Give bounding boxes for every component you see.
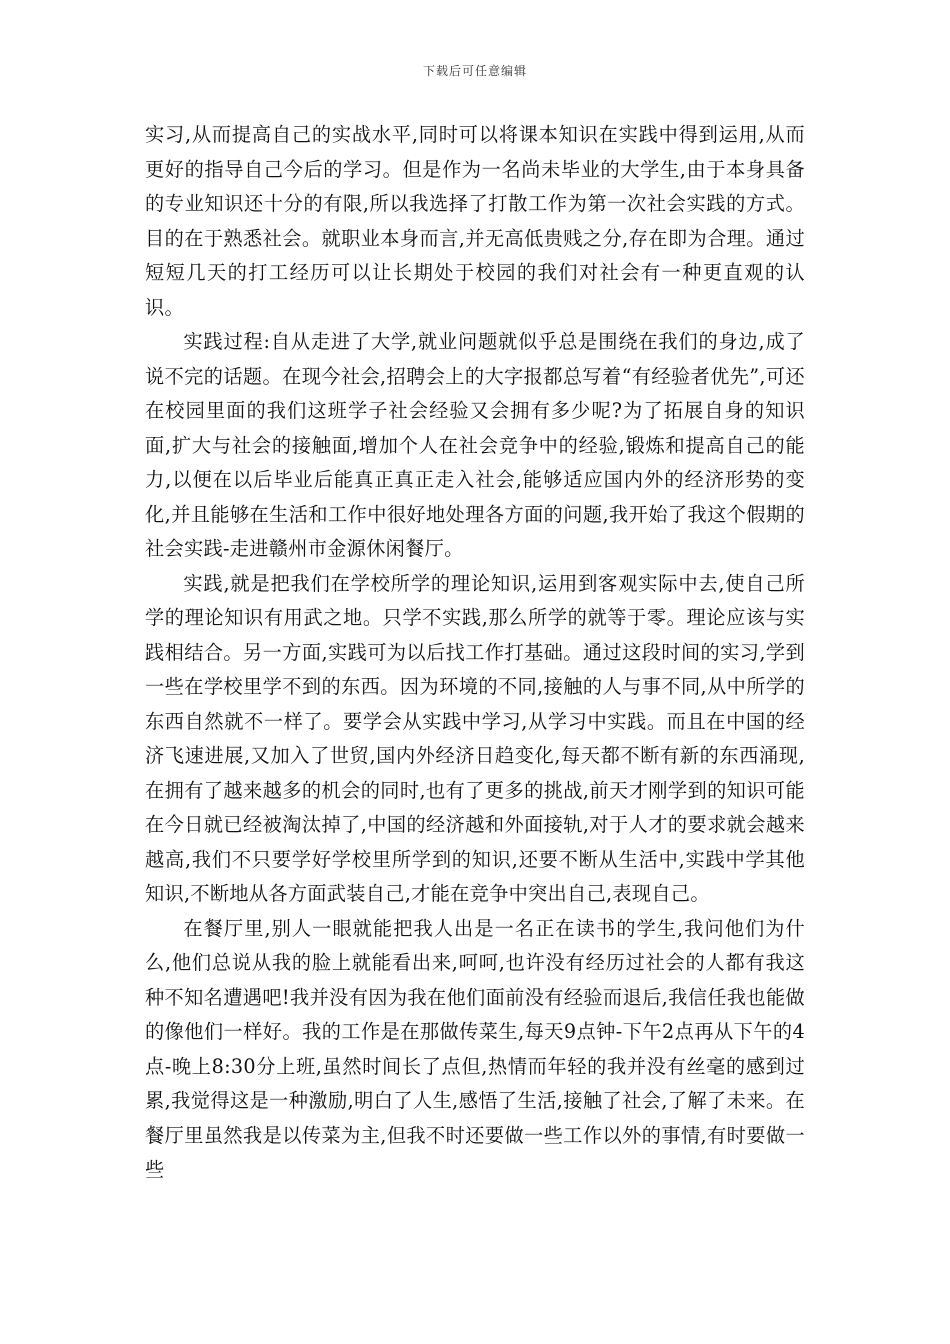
page-header: 下载后可任意编辑 — [422, 64, 527, 78]
paragraph-3: 实践,就是把我们在学校所学的理论知识,运用到客观实际中去,使自己所学的理论知识有用武之地。只学不实践,那么所学的就等于零。理论应该与实践相结合。另一方面,实践可为以后找工作打基础。通过这段时间的实习,学到一些在学校里学不到的东西。因为环境的不同,接触的人与事不同,从中所学的东西自然就不一样了。要学会从实践中学习,从学习中实践。而且在中国的经济飞速进展,又加入了世贸,国内外经济日趋变化,每天都不断有新的东西涌现,在拥有了越来越多的机会的同时,也有了更多的挑战,前天才刚学到的知识可能在今日就已经被淘汰掉了,中国的经济越和外面接轨,对于人才的要求就会越来越高,我们不只要学好学校里所学到的知识,还要不断从生活中,实践中学其他知识,不断地从各方面武装自己,才能在竞争中突出自己,表现自己。 — [145, 571, 805, 905]
paragraph-4: 在餐厅里,别人一眼就能把我人出是一名正在读书的学生,我问他们为什么,他们总说从我的脸上就能看出来,呵呵,也许没有经历过社会的人都有我这种不知名遭遇吧!我并没有因为我在他们面前没有经验而退后,我信任我也能做的像他们一样好。我的工作是在那做传菜生,每天9点钟-下午2点再从下午的4点-晚上8:30分上班,虽然时间长了点但,热情而年轻的我并没有丝毫的感到过累,我觉得这是一种激励,明白了人生,感悟了生活,接触了社会,了解了未来。在餐厅里虽然我是以传菜为主,但我不时还要做一些工作以外的事情,有时要做一些 — [145, 916, 805, 1181]
paragraph-1: 实习,从而提高自己的实战水平,同时可以将课本知识在实践中得到运用,从而更好的指导自己今后的学习。但是作为一名尚未毕业的大学生,由于本身具备的专业知识还十分的有限,所以我选择了打散工作为第一次社会实践的方式。目的在于熟悉社会。就职业本身而言,并无高低贵贱之分,存在即为合理。通过短短几天的打工经历可以让长期处于校园的我们对社会有一种更直观的认识。 — [145, 123, 805, 319]
document-body — [145, 118, 805, 1188]
paragraph-2: 实践过程:自从走进了大学,就业问题就似乎总是围绕在我们的身边,成了说不完的话题。在现今社会,招聘会上的大字报都总写着“有经验者优先”,可还在校园里面的我们这班学子社会经验又会拥有多少呢?为了拓展自身的知识面,扩大与社会的接触面,增加个人在社会竞争中的经验,锻炼和提高自己的能力,以便在以后毕业后能真正真正走入社会,能够适应国内外的经济形势的变化,并且能够在生活和工作中很好地处理各方面的问题,我开始了我这个假期的社会实践-走进赣州市金源休闲餐厅。 — [145, 330, 805, 560]
